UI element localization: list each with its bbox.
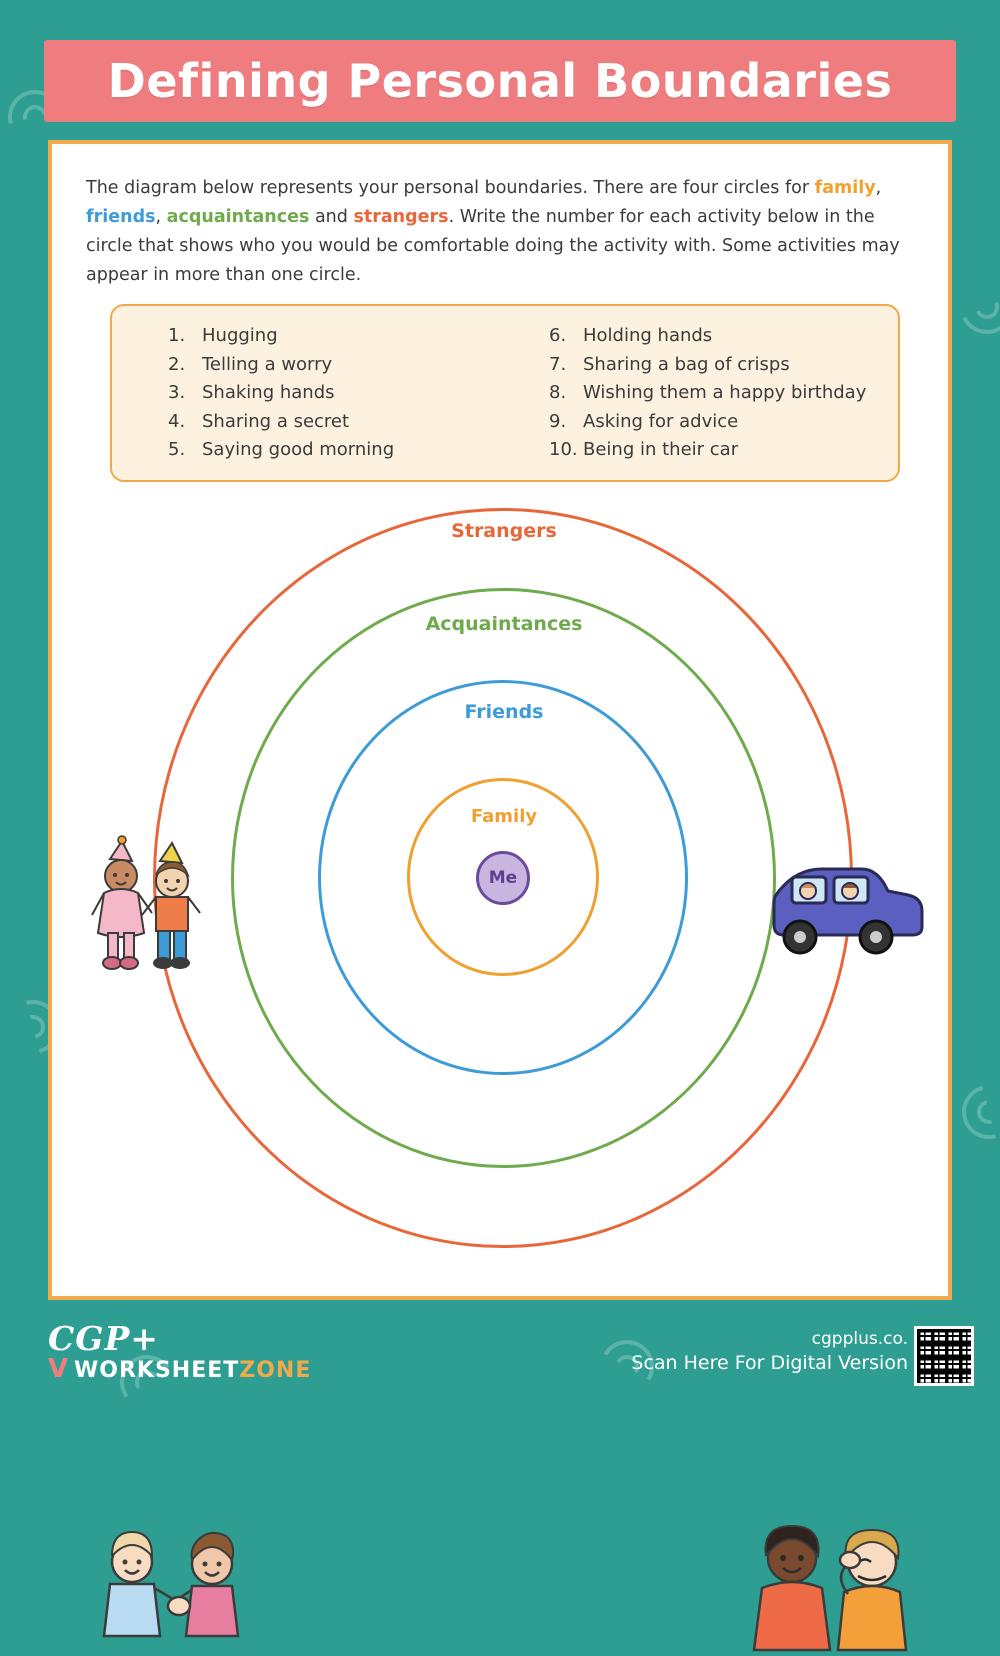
list-item <box>168 379 505 408</box>
list-item-number: 7. <box>549 353 567 375</box>
children-shaking-hands-illustration <box>80 1526 280 1656</box>
decorative-swirl <box>952 272 1000 341</box>
list-item-label: Wishing them a happy birthday <box>583 382 867 403</box>
activity-list-right <box>505 322 898 480</box>
list-item-number: 1. <box>168 325 186 346</box>
worksheet-sheet <box>48 140 952 1300</box>
keyword-acquaintances: acquaintances <box>166 207 310 227</box>
list-item-label: Being in their car <box>583 439 739 460</box>
page-footer <box>0 1304 1000 1414</box>
activity-list-left <box>112 322 505 480</box>
list-item-label: Saying good morning <box>202 439 395 460</box>
list-item-label: Hugging <box>202 325 278 346</box>
list-item-label: Sharing a bag of crisps <box>583 353 790 375</box>
list-item-label: Sharing a secret <box>202 410 350 432</box>
brand-zone-label: ZONE <box>239 1358 312 1383</box>
list-item <box>168 322 505 351</box>
list-item <box>549 379 898 408</box>
decorative-swirl <box>952 1075 1000 1149</box>
circle-me <box>476 851 530 905</box>
circle-label-me: Me <box>488 868 518 888</box>
brand-worksheetzone <box>48 1356 311 1384</box>
list-item <box>168 351 505 380</box>
keyword-family: family <box>814 178 876 198</box>
list-item-label: Telling a worry <box>202 353 333 375</box>
list-item <box>168 408 505 437</box>
separator: , <box>875 178 882 198</box>
footer-url: cgpplus.co. <box>811 1329 908 1349</box>
party-children-illustration <box>82 831 232 991</box>
activity-list-box <box>110 304 900 482</box>
title-banner <box>44 40 956 122</box>
boundaries-diagram <box>52 496 956 1296</box>
circle-label-family: Family <box>470 806 538 827</box>
separator: , <box>155 207 167 227</box>
list-item <box>168 436 505 465</box>
qr-code[interactable] <box>914 1326 974 1386</box>
car-illustration <box>752 851 932 961</box>
list-item-label: Holding hands <box>583 325 713 346</box>
footer-text <box>631 1328 908 1376</box>
list-item <box>549 408 898 437</box>
circle-label-friends: Friends <box>464 701 544 723</box>
list-item <box>549 322 898 351</box>
list-item-number: 10. <box>549 439 578 460</box>
list-item-number: 5. <box>168 439 186 460</box>
page-title: Defining Personal Boundaries <box>107 54 893 108</box>
separator: and <box>309 207 354 227</box>
list-item-number: 9. <box>549 410 567 432</box>
circle-label-strangers: Strangers <box>451 520 557 542</box>
brand-cgp-label: CGP+ <box>48 1319 159 1358</box>
keyword-friends: friends <box>86 207 156 227</box>
list-item-number: 6. <box>549 325 567 346</box>
qr-code-pattern <box>917 1329 971 1383</box>
instructions-paragraph <box>86 174 916 290</box>
instructions-part-2: . Write the number for each activity below in the circle that shows who you would be comfortable doing the activity with. Some activities may appear in more than one circle. <box>86 207 900 285</box>
brand-logo <box>48 1319 312 1384</box>
list-item-number: 2. <box>168 353 186 375</box>
list-item <box>549 351 898 380</box>
list-item-label: Asking for advice <box>583 410 739 432</box>
circle-label-acquaintances: Acquaintances <box>425 613 583 635</box>
list-item <box>549 436 898 465</box>
list-item-label: Shaking hands <box>202 382 335 403</box>
keyword-strangers: strangers <box>353 207 449 227</box>
list-item-number: 8. <box>549 382 567 403</box>
brand-worksheet-label: WORKSHEET <box>74 1358 240 1383</box>
list-item-number: 4. <box>168 410 186 432</box>
children-comforting-illustration <box>732 1516 932 1656</box>
list-item-number: 3. <box>168 382 186 403</box>
instructions-part-1: The diagram below represents your personal boundaries. There are four circles for <box>86 178 815 198</box>
logo-mark-icon: V <box>48 1354 70 1384</box>
footer-scan-text: Scan Here For Digital Version <box>631 1352 908 1374</box>
